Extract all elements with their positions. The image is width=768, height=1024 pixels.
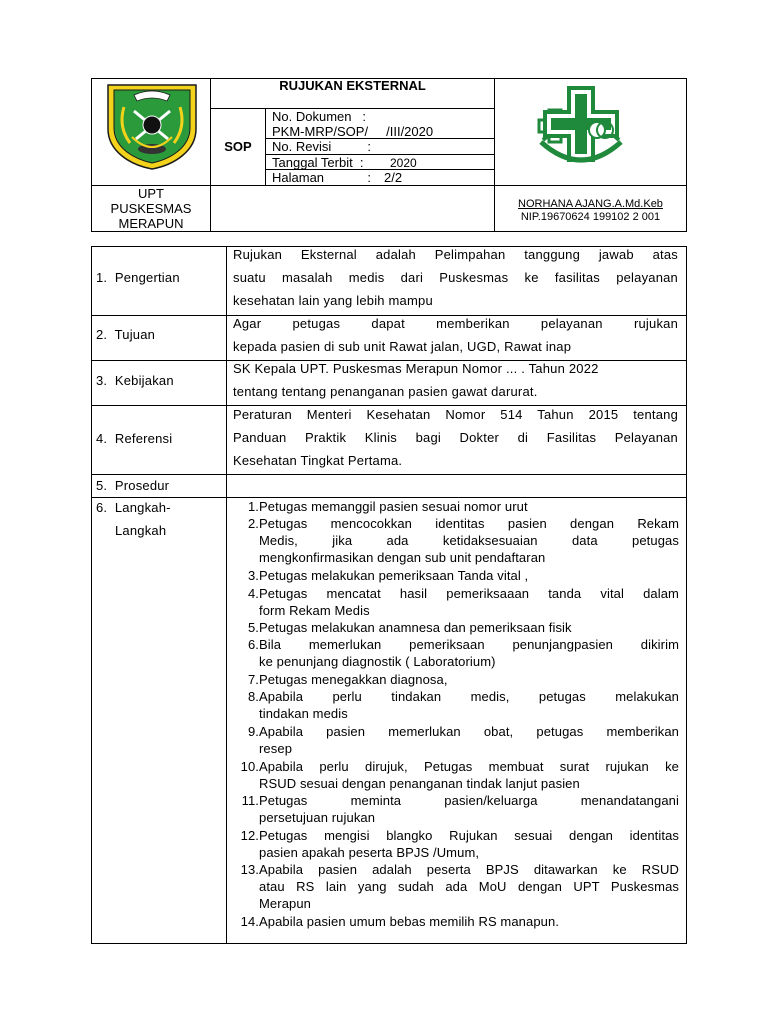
step-number: 2.	[247, 516, 259, 532]
content-line: Rujukan Eksternal adalah Pelimpahan tanggung jawab atas	[233, 247, 678, 262]
step-line: tindakan medis	[259, 706, 348, 722]
sop-label: SOP	[224, 139, 252, 154]
step-text	[259, 792, 679, 826]
signer-nip: NIP.19670624 199102 2 001	[520, 211, 661, 223]
regional-emblem-icon	[104, 81, 200, 171]
step-number: 3.	[247, 568, 259, 584]
langkah-step	[233, 913, 679, 930]
tanggal-terbit-label: Tanggal Terbit :	[272, 155, 364, 170]
section-label-prosedur: 5. Prosedur	[96, 478, 170, 493]
no-revisi-label: No. Revisi :	[272, 139, 371, 154]
tanggal-terbit-value: 2020	[390, 156, 417, 170]
step-line: Petugas melakukan pemeriksaan Tanda vital ,	[259, 568, 529, 584]
step-line: persetujuan rujukan	[259, 810, 376, 826]
section-label-tujuan: 2. Tujuan	[96, 327, 156, 342]
step-line: Petugas memanggil pasien sesuai nomor urut	[259, 499, 528, 514]
halaman-value: 2/2	[384, 170, 403, 185]
no-dokumen-value: PKM-MRP/SOP/ /III/2020	[272, 124, 434, 139]
step-number: 10.	[240, 758, 259, 774]
step-line: Petugas meminta pasien/keluarga menandatangani	[259, 793, 679, 809]
puskesmas-cross-logo-icon	[531, 82, 631, 182]
step-number: 1.	[247, 499, 259, 514]
step-number: 11.	[241, 793, 259, 809]
step-line: Apabila pasien memerlukan obat, petugas memberikan	[259, 723, 679, 739]
content-line: Agar petugas dapat memberikan pelayanan rujukan	[233, 316, 678, 331]
step-text	[259, 671, 679, 688]
section-label-line: Langkah	[115, 523, 167, 538]
step-line: resep	[259, 740, 293, 756]
step-line: atau RS lain yang sudah ada MoU dengan UPT Puskesmas	[259, 879, 679, 895]
halaman-label: Halaman :	[272, 170, 371, 185]
kebijakan-content	[233, 357, 678, 403]
step-text	[259, 515, 679, 566]
body-divider	[226, 246, 227, 944]
step-number: 12.	[240, 827, 259, 843]
content-line: Peraturan Menteri Kesehatan Nomor 514 Tahun 2015 tentang	[233, 407, 678, 422]
step-line: Petugas melakukan anamnesa dan pemeriksaan fisik	[259, 620, 572, 636]
step-text	[259, 636, 679, 670]
content-line: kesehatan lain yang lebih mampu	[233, 293, 433, 308]
signer-name: NORHANA AJANG.A.Md.Keb	[518, 198, 663, 210]
langkah-step	[233, 688, 679, 723]
step-text	[259, 619, 679, 636]
langkah-step	[233, 723, 679, 758]
content-line: kepada pasien di sub unit Rawat jalan, UGD, Rawat inap	[233, 339, 572, 354]
content-line: SK Kepala UPT. Puskesmas Merapun Nomor ... . Tahun 2022	[233, 361, 599, 376]
langkah-step	[233, 827, 679, 862]
step-number: 7.	[247, 672, 259, 687]
section-label-line: 6. Langkah-	[96, 500, 171, 515]
pengertian-content	[233, 243, 678, 312]
langkah-step	[233, 861, 679, 913]
org-name-line: PUSKESMAS	[110, 201, 192, 216]
section-label-pengertian: 1. Pengertian	[96, 270, 180, 285]
no-dokumen-label: No. Dokumen :	[272, 109, 366, 124]
content-line: tentang tentang penanganan pasien gawat darurat.	[233, 384, 538, 399]
step-line: Apabila perlu dirujuk, Petugas membuat surat rujukan ke	[259, 758, 679, 774]
tujuan-content	[233, 312, 678, 358]
step-line: form Rekam Medis	[259, 602, 370, 618]
step-number: 5.	[247, 620, 259, 636]
step-text	[259, 498, 679, 515]
content-line: Panduan Praktik Klinis bagi Dokter di Fasilitas Pelayanan	[233, 430, 678, 445]
document-title: RUJUKAN EKSTERNAL	[279, 78, 426, 93]
section-label-langkah	[96, 496, 171, 542]
org-name-line: MERAPUN	[118, 216, 184, 231]
step-text	[259, 758, 679, 792]
section-label-referensi: 4. Referensi	[96, 431, 173, 446]
step-line: Petugas menegakkan diagnosa,	[259, 672, 448, 687]
step-text	[259, 567, 679, 584]
step-number: 14.	[240, 914, 259, 930]
step-number: 4.	[247, 585, 259, 601]
step-line: Petugas mencatat hasil pemeriksaaan tanda vital dalam	[259, 585, 679, 601]
langkah-step	[233, 792, 679, 827]
step-line: Apabila pasien adalah peserta BPJS ditawarkan ke RSUD	[259, 862, 679, 878]
content-line: suatu masalah medis dari Puskesmas ke fasilitas pelayanan	[233, 270, 678, 285]
langkah-step	[233, 636, 679, 671]
org-name-line: UPT	[138, 186, 164, 201]
step-text	[259, 827, 679, 861]
step-line: RSUD sesuai dengan penanganan tindak lanjut pasien	[259, 775, 580, 791]
langkah-step	[233, 758, 679, 793]
referensi-content	[233, 403, 678, 472]
step-line: Medis, jika ada ketidaksesuaian data petugas	[259, 533, 679, 549]
section-label-kebijakan: 3. Kebijakan	[96, 373, 174, 388]
langkah-step	[233, 498, 679, 515]
langkah-step	[233, 515, 679, 567]
step-text	[259, 861, 679, 912]
step-text	[259, 585, 679, 619]
header-divider	[210, 78, 211, 232]
step-text	[259, 688, 679, 722]
content-line: Kesehatan Tingkat Pertama.	[233, 453, 403, 468]
body-divider	[91, 474, 687, 475]
step-line: Apabila perlu tindakan medis, petugas melakukan	[259, 689, 679, 705]
step-line: Bila memerlukan pemeriksaan penunjangpasien dikirim	[259, 637, 679, 653]
header-divider	[265, 108, 266, 185]
langkah-step	[233, 619, 679, 636]
step-number: 13.	[240, 862, 259, 878]
step-line: mengkonfirmasikan dengan sub unit pendaftaran	[259, 550, 546, 566]
step-text	[259, 723, 679, 757]
step-line: Merapun	[259, 896, 312, 912]
step-line: Petugas mencocokkan identitas pasien dengan Rekam	[259, 516, 679, 532]
step-number: 6.	[247, 637, 259, 653]
step-number: 9.	[247, 723, 259, 739]
step-line: ke penunjang diagnostik ( Laboratorium)	[259, 654, 496, 670]
step-line: Petugas mengisi blangko Rujukan sesuai dengan identitas	[259, 827, 679, 843]
step-number: 8.	[247, 689, 259, 705]
langkah-step	[233, 671, 679, 688]
org-name	[92, 186, 210, 231]
step-line: Apabila pasien umum bebas memilih RS manapun.	[259, 914, 560, 930]
step-text	[259, 913, 679, 930]
langkah-step	[233, 585, 679, 620]
langkah-step	[233, 567, 679, 584]
step-line: pasien apakah peserta BPJS /Umum,	[259, 844, 480, 860]
